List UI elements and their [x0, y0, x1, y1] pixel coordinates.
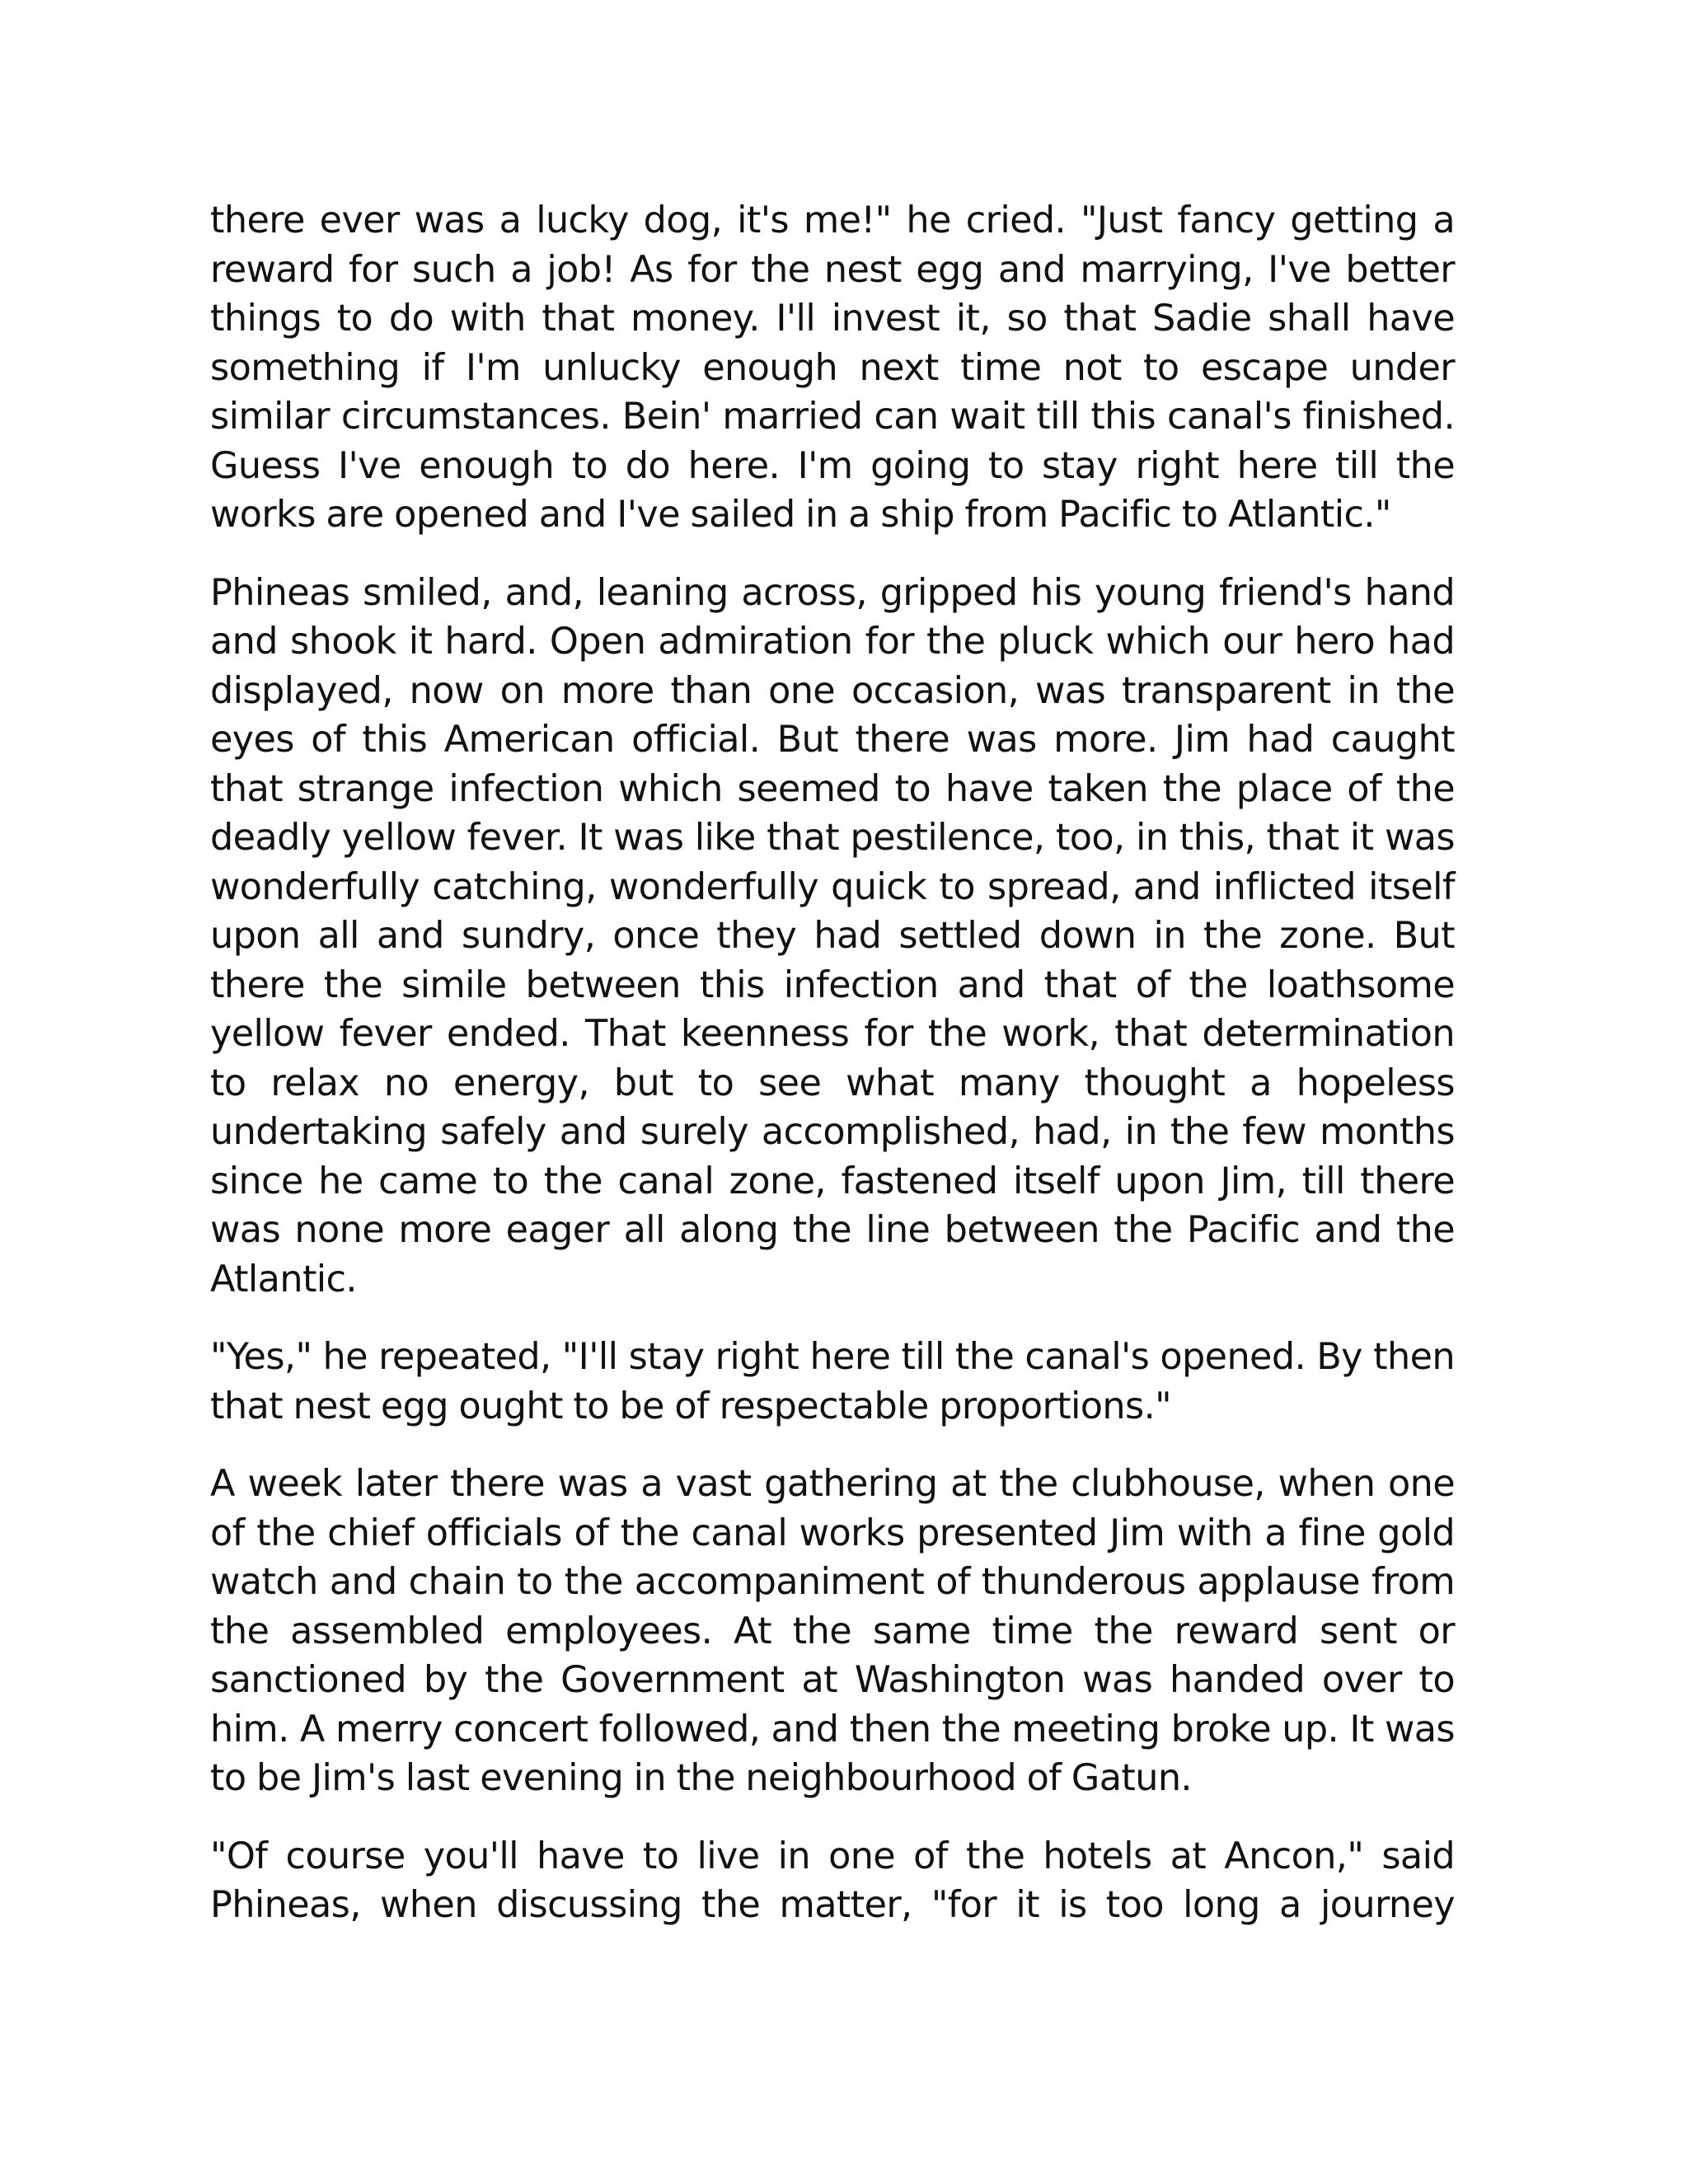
paragraph-3: "Yes," he repeated, "I'll stay right here till the canal's opened. By then that nest egg ought to be of respectable proportions."	[210, 1336, 1455, 1427]
paragraph-4: A week later there was a vast gathering at the clubhouse, when one of the chief officials of the canal works presented Jim with a fine gold watch and chain to the accompaniment of thunderous applause from the assembled employees. At the same time the reward sent or sanctioned by the Government at Washington was handed over to him. A merry concert followed, and then the meeting broke up. It was to be Jim's last evening in the neighbourhood of Gatun.	[210, 1463, 1455, 1799]
body-text	[210, 196, 1455, 1959]
paragraph-5: "Of course you'll have to live in one of the hotels at Ancon," said Phineas, when discussing the matter, "for it is too long a journey	[210, 1835, 1455, 1926]
paragraph-2: Phineas smiled, and, leaning across, gripped his young friend's hand and shook it hard. Open admiration for the pluck which our hero had displayed, now on more than one occasion, was transparent in the eyes of this American official. But there was more. Jim had caught that strange infection which seemed to have taken the place of the deadly yellow fever. It was like that pestilence, too, in this, that it was wonderfully catching, wonderfully quick to spread, and inflicted itself upon all and sundry, once they had settled down in the zone. But there the simile between this infection and that of the loathsome yellow fever ended. That keenness for the work, that determination to relax no energy, but to see what many thought a hopeless undertaking safely and surely accomplished, had, in the few months since he came to the canal zone, fastened itself upon Jim, till there was none more eager all along the line between the Pacific and the Atlantic.	[210, 571, 1455, 1301]
paragraph-1: there ever was a lucky dog, it's me!" he cried. "Just fancy getting a reward for such a job! As for the nest egg and marrying, I've better things to do with that money. I'll invest it, so that Sadie shall have something if I'm unlucky enough next time not to escape under similar circumstances. Bein' married can wait till this canal's finished. Guess I've enough to do here. I'm going to stay right here till the works are opened and I've sailed in a ship from Pacific to Atlantic."	[210, 199, 1455, 536]
